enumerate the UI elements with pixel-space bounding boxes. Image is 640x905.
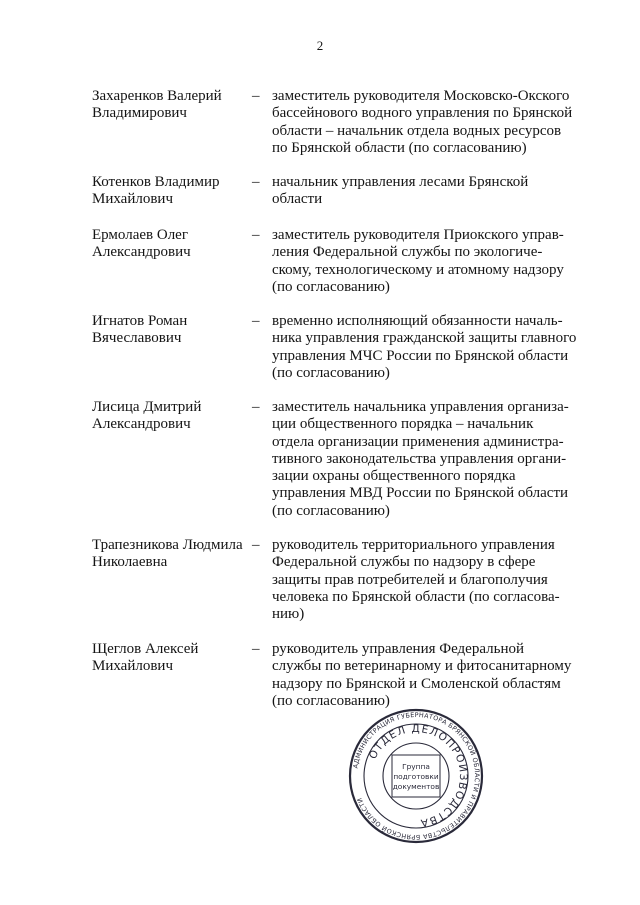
position-line: тивного законодательства управления органи-	[272, 450, 567, 467]
separator-dash: –	[252, 641, 260, 657]
position-line: человека по Брянской области (по согласова-	[272, 588, 560, 605]
name-line: Александрович	[92, 244, 191, 261]
separator-dash: –	[252, 399, 260, 415]
position-line: (по согласованию)	[272, 692, 390, 709]
name-line: Трапезникова Людмила	[92, 537, 243, 553]
name-line: Александрович	[92, 416, 191, 433]
position-line: нию)	[272, 606, 305, 623]
stamp-outer-text: АДМИНИСТРАЦИЯ ГУБЕРНАТОРА БРЯНСКОЙ ОБЛАСТИ И ПРАВИТЕЛЬСТВА БРЯНСКОЙ ОБЛАСТИ	[351, 710, 482, 842]
position-line: ции общественного порядка – начальник	[272, 416, 534, 433]
stamp-center-line: подготовки	[393, 772, 439, 781]
position-line: ления Федеральной службы по экологиче-	[272, 244, 543, 261]
name-line: Николаевна	[92, 554, 168, 571]
member-name	[92, 641, 254, 676]
name-line: Захаренков Валерий	[92, 88, 222, 104]
separator-dash: –	[252, 313, 260, 329]
position-line: управления МЧС России по Брянской области	[272, 347, 569, 364]
position-line: заместитель руководителя Приокского управ-	[272, 227, 564, 243]
position-line: (по согласованию)	[272, 364, 390, 381]
member-name	[92, 227, 254, 262]
member-position	[272, 227, 602, 296]
member-position	[272, 537, 602, 623]
position-line: надзору по Брянской и Смоленской областям	[272, 675, 561, 692]
separator-dash: –	[252, 227, 260, 243]
position-line: области	[272, 191, 323, 208]
member-position	[272, 313, 602, 382]
page-number: 2	[316, 38, 324, 53]
position-line: отдела организации применения администра-	[272, 433, 564, 450]
name-line: Михайлович	[92, 191, 173, 208]
position-line: по Брянской области (по согласованию)	[272, 139, 527, 156]
separator-dash: –	[252, 88, 260, 104]
position-line: службы по ветеринарному и фитосанитарному	[272, 658, 572, 675]
position-line: (по согласованию)	[272, 278, 390, 295]
position-line: ника управления гражданской защиты главного	[272, 330, 577, 347]
separator-dash: –	[252, 174, 260, 190]
position-line: области – начальник отдела водных ресурсов	[272, 122, 562, 139]
member-position	[272, 174, 602, 209]
position-line: (по согласованию)	[272, 502, 390, 519]
office-stamp	[348, 708, 484, 844]
position-line: скому, технологическому и атомному надзору	[272, 261, 564, 278]
position-line: руководитель территориального управления	[272, 537, 555, 553]
member-position	[272, 88, 602, 157]
member-name	[92, 88, 254, 123]
stamp-center-line: документов	[392, 782, 440, 791]
position-line: начальник управления лесами Брянской	[272, 174, 529, 190]
position-line: зации охраны общественного порядка	[272, 468, 516, 485]
name-line: Игнатов Роман	[92, 313, 188, 329]
name-line: Лисица Дмитрий	[92, 399, 202, 415]
position-line: бассейнового водного управления по Брянской	[272, 105, 573, 122]
name-line: Михайлович	[92, 658, 173, 675]
position-line: Федеральной службы по надзору в сфере	[272, 554, 536, 571]
member-name	[92, 313, 254, 348]
name-line: Ермолаев Олег	[92, 227, 188, 243]
stamp-inner-text: ОТДЕЛ ДЕЛОПРОИЗВОДСТВА	[366, 722, 470, 829]
separator-dash: –	[252, 537, 260, 553]
stamp-center-line: Группа	[402, 762, 430, 771]
stamp-seal	[348, 708, 484, 844]
member-position	[272, 641, 602, 710]
name-line: Владимирович	[92, 105, 187, 122]
name-line: Вячеславович	[92, 330, 182, 347]
position-line: заместитель руководителя Московско-Окского	[272, 88, 570, 104]
member-name	[92, 537, 254, 572]
name-line: Котенков Владимир	[92, 174, 220, 190]
member-name	[92, 399, 254, 434]
position-line: защиты прав потребителей и благополучия	[272, 571, 548, 588]
member-name	[92, 174, 254, 209]
name-line: Щеглов Алексей	[92, 641, 199, 657]
position-line: временно исполняющий обязанности началь-	[272, 313, 563, 329]
member-position	[272, 399, 602, 520]
position-line: управления МВД России по Брянской области	[272, 485, 569, 502]
position-line: заместитель начальника управления организа-	[272, 399, 569, 415]
position-line: руководитель управления Федеральной	[272, 641, 525, 657]
